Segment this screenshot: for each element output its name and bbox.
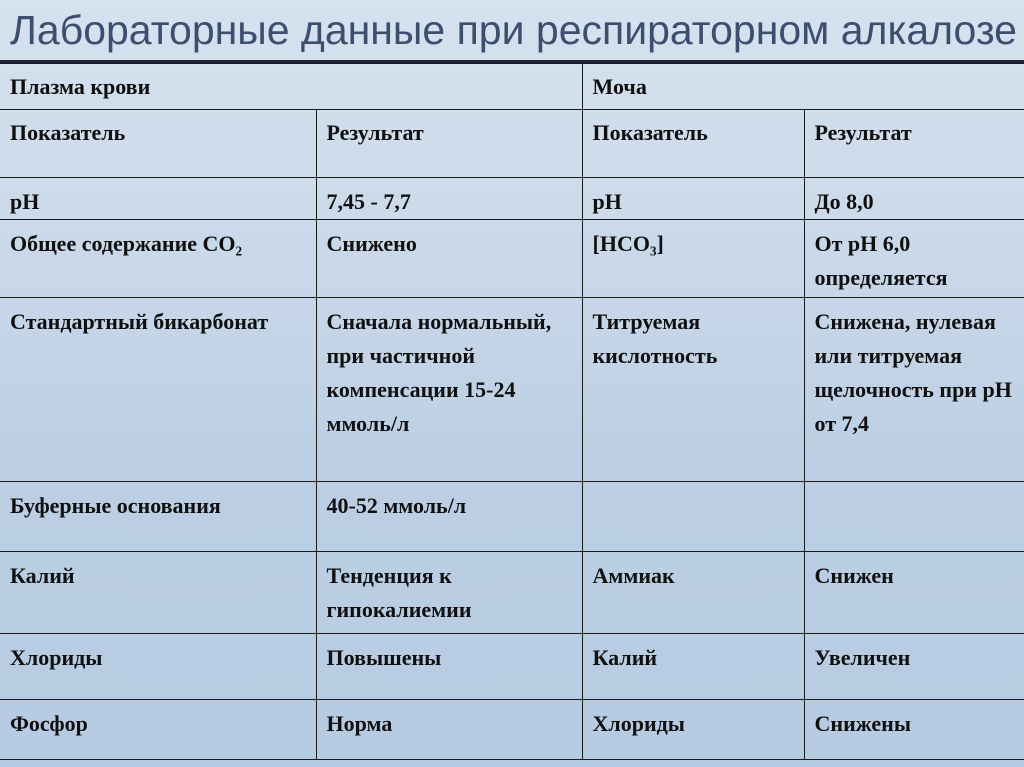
table-row [0, 298, 1024, 482]
column-header: Показатель [0, 110, 316, 178]
table-cell: Снижена, нулевая или титруемая щелочность при pH от 7,4 [804, 298, 1024, 482]
table-cell: Аммиак [582, 552, 804, 634]
table-cell: Общее содержание CO₂ [0, 220, 316, 298]
table-cell: 40-52 ммоль/л [316, 482, 582, 552]
table-cell: Сначала нормальный, при частичной компенсации 15-24 ммоль/л [316, 298, 582, 482]
group-header-row [0, 64, 1024, 110]
group-header-urine: Моча [582, 64, 1024, 110]
table-cell: Увеличен [804, 634, 1024, 700]
table-row [0, 482, 1024, 552]
table-cell: До 8,0 [804, 178, 1024, 220]
table-cell: Хлориды [582, 700, 804, 760]
table-row [0, 634, 1024, 700]
table-cell: pH [0, 178, 316, 220]
table-cell: Снижен [804, 552, 1024, 634]
column-header-row [0, 110, 1024, 178]
table-cell: Буферные основания [0, 482, 316, 552]
table-cell: 7,45 - 7,7 [316, 178, 582, 220]
table-cell: pH [582, 178, 804, 220]
table-row [0, 700, 1024, 760]
table-cell: Фосфор [0, 700, 316, 760]
table-cell: Стандартный бикарбонат [0, 298, 316, 482]
table-cell: Хлориды [0, 634, 316, 700]
table-cell: Калий [0, 552, 316, 634]
table-cell: Повышены [316, 634, 582, 700]
table-cell: Калий [582, 634, 804, 700]
table-cell: Тенденция к гипокалиемии [316, 552, 582, 634]
group-header-plasma: Плазма крови [0, 64, 582, 110]
column-header: Результат [316, 110, 582, 178]
table-cell: От pH 6,0 определяется [804, 220, 1024, 298]
table-cell: Норма [316, 700, 582, 760]
table-cell [804, 482, 1024, 552]
table-cell: Снижены [804, 700, 1024, 760]
column-header: Показатель [582, 110, 804, 178]
table-row [0, 178, 1024, 220]
lab-data-table [0, 63, 1024, 760]
table-row [0, 552, 1024, 634]
table-cell [582, 482, 804, 552]
slide-title: Лабораторные данные при респираторном алкалозе [10, 7, 1017, 53]
table-cell: [HCO₃] [582, 220, 804, 298]
table-row [0, 220, 1024, 298]
table-cell: Титруемая кислотность [582, 298, 804, 482]
column-header: Результат [804, 110, 1024, 178]
table-cell: Снижено [316, 220, 582, 298]
